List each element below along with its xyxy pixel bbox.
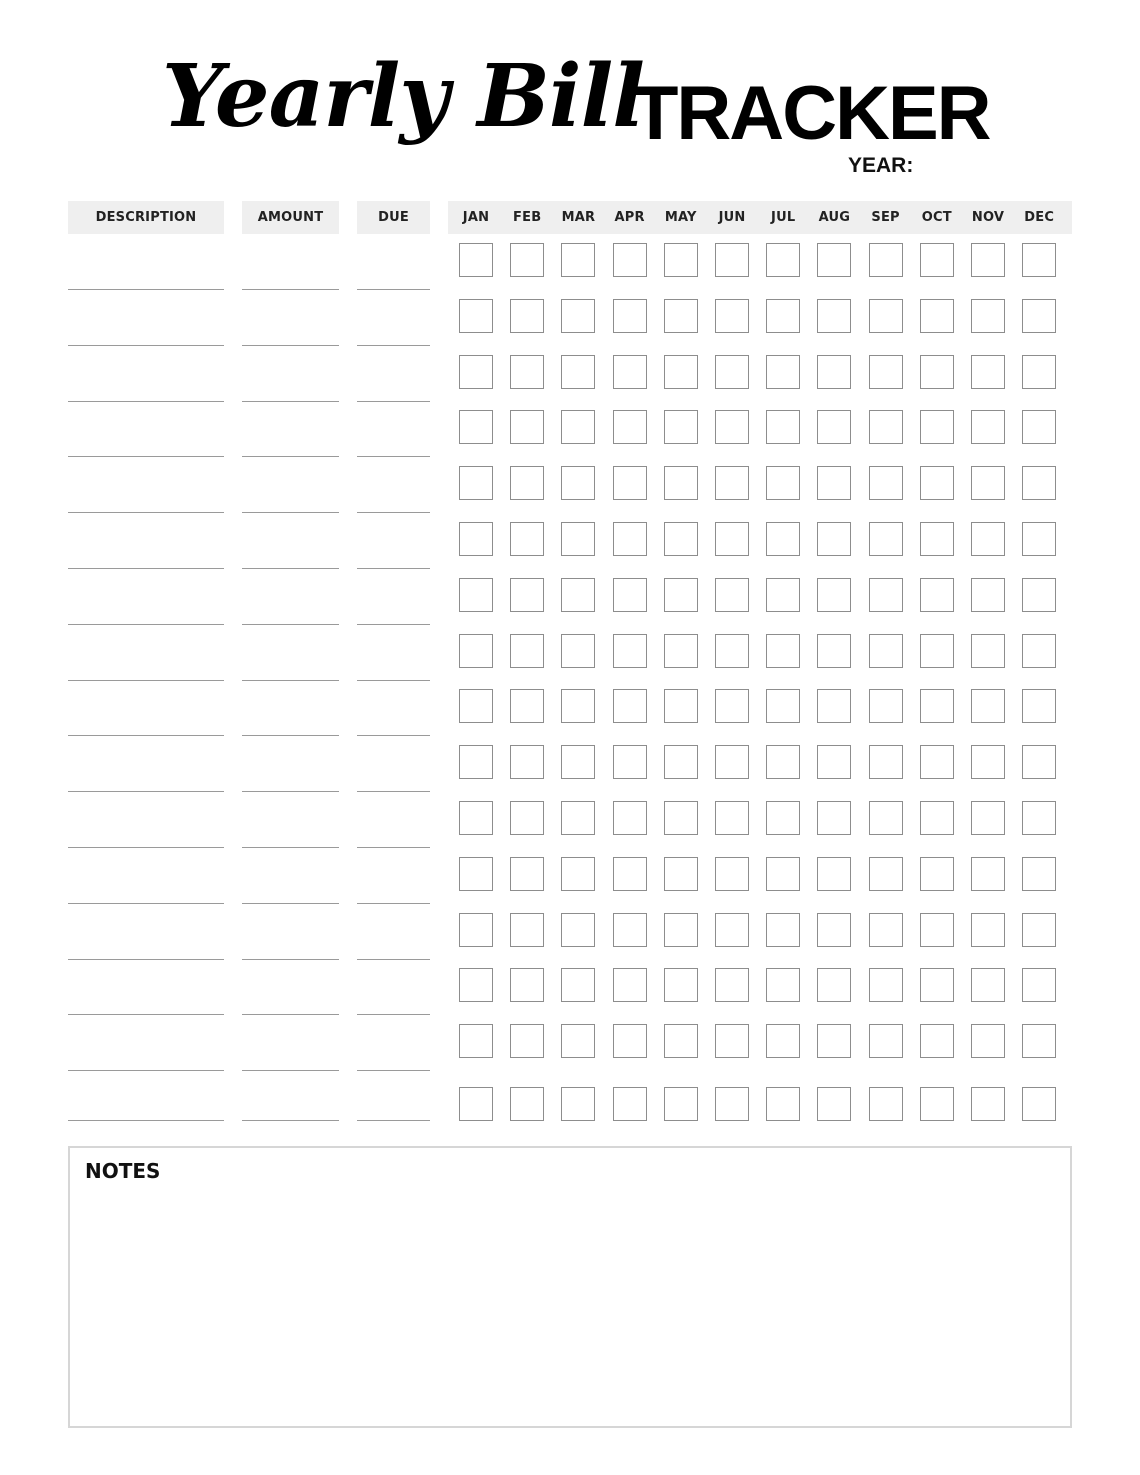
- checkbox-aug[interactable]: [817, 243, 851, 277]
- checkbox-jun[interactable]: [715, 466, 749, 500]
- due-line[interactable]: [357, 791, 430, 792]
- month-header-sep: SEP: [871, 210, 900, 225]
- amount-line[interactable]: [242, 512, 339, 513]
- checkbox-nov[interactable]: [971, 801, 1005, 835]
- checkbox-mar[interactable]: [561, 634, 595, 668]
- checkbox-jan[interactable]: [459, 410, 493, 444]
- description-line[interactable]: [68, 735, 224, 736]
- checkbox-nov[interactable]: [971, 968, 1005, 1002]
- checkbox-jun[interactable]: [715, 1087, 749, 1121]
- checkbox-aug[interactable]: [817, 801, 851, 835]
- checkbox-oct[interactable]: [920, 634, 954, 668]
- checkbox-sep[interactable]: [869, 355, 903, 389]
- checkbox-dec[interactable]: [1022, 522, 1056, 556]
- checkbox-feb[interactable]: [510, 913, 544, 947]
- checkbox-jul[interactable]: [766, 410, 800, 444]
- checkbox-aug[interactable]: [817, 578, 851, 612]
- checkbox-feb[interactable]: [510, 243, 544, 277]
- description-line[interactable]: [68, 568, 224, 569]
- month-header-oct: OCT: [921, 210, 952, 225]
- due-line[interactable]: [357, 903, 430, 904]
- month-header-jun: JUN: [718, 210, 746, 225]
- checkbox-jun[interactable]: [715, 1024, 749, 1058]
- checkbox-mar[interactable]: [561, 299, 595, 333]
- checkbox-may[interactable]: [664, 913, 698, 947]
- checkbox-jun[interactable]: [715, 522, 749, 556]
- amount-line[interactable]: [242, 568, 339, 569]
- amount-line[interactable]: [242, 680, 339, 681]
- checkbox-oct[interactable]: [920, 1087, 954, 1121]
- checkbox-mar[interactable]: [561, 689, 595, 723]
- year-label: YEAR:: [848, 154, 914, 177]
- checkbox-jul[interactable]: [766, 299, 800, 333]
- checkbox-jul[interactable]: [766, 1087, 800, 1121]
- checkbox-aug[interactable]: [817, 299, 851, 333]
- checkbox-jan[interactable]: [459, 243, 493, 277]
- checkbox-sep[interactable]: [869, 410, 903, 444]
- checkbox-apr[interactable]: [613, 913, 647, 947]
- checkbox-oct[interactable]: [920, 913, 954, 947]
- checkbox-jan[interactable]: [459, 466, 493, 500]
- checkbox-feb[interactable]: [510, 634, 544, 668]
- checkbox-aug[interactable]: [817, 1087, 851, 1121]
- checkbox-mar[interactable]: [561, 801, 595, 835]
- checkbox-nov[interactable]: [971, 466, 1005, 500]
- checkbox-apr[interactable]: [613, 522, 647, 556]
- checkbox-feb[interactable]: [510, 299, 544, 333]
- checkbox-sep[interactable]: [869, 689, 903, 723]
- due-line[interactable]: [357, 345, 430, 346]
- amount-line[interactable]: [242, 624, 339, 625]
- amount-line[interactable]: [242, 1014, 339, 1015]
- checkbox-oct[interactable]: [920, 466, 954, 500]
- checkbox-mar[interactable]: [561, 968, 595, 1002]
- checkbox-dec[interactable]: [1022, 243, 1056, 277]
- amount-line[interactable]: [242, 903, 339, 904]
- checkbox-nov[interactable]: [971, 578, 1005, 612]
- checkbox-feb[interactable]: [510, 466, 544, 500]
- checkbox-oct[interactable]: [920, 801, 954, 835]
- description-line[interactable]: [68, 903, 224, 904]
- checkbox-nov[interactable]: [971, 745, 1005, 779]
- checkbox-may[interactable]: [664, 522, 698, 556]
- page-title-script: Yearly Bill: [162, 46, 644, 147]
- checkbox-aug[interactable]: [817, 522, 851, 556]
- description-line[interactable]: [68, 847, 224, 848]
- checkbox-mar[interactable]: [561, 466, 595, 500]
- checkbox-apr[interactable]: [613, 355, 647, 389]
- checkbox-apr[interactable]: [613, 968, 647, 1002]
- checkbox-dec[interactable]: [1022, 968, 1056, 1002]
- checkbox-jul[interactable]: [766, 578, 800, 612]
- checkbox-jul[interactable]: [766, 466, 800, 500]
- checkbox-feb[interactable]: [510, 857, 544, 891]
- checkbox-dec[interactable]: [1022, 801, 1056, 835]
- checkbox-aug[interactable]: [817, 410, 851, 444]
- checkbox-jul[interactable]: [766, 745, 800, 779]
- checkbox-nov[interactable]: [971, 857, 1005, 891]
- checkbox-may[interactable]: [664, 243, 698, 277]
- checkbox-jul[interactable]: [766, 913, 800, 947]
- month-header-apr: APR: [614, 210, 645, 225]
- checkbox-may[interactable]: [664, 578, 698, 612]
- checkbox-jun[interactable]: [715, 578, 749, 612]
- due-line[interactable]: [357, 735, 430, 736]
- checkbox-dec[interactable]: [1022, 1024, 1056, 1058]
- checkbox-feb[interactable]: [510, 1024, 544, 1058]
- amount-line[interactable]: [242, 847, 339, 848]
- header-description: DESCRIPTION: [68, 201, 224, 234]
- checkbox-mar[interactable]: [561, 243, 595, 277]
- checkbox-jul[interactable]: [766, 522, 800, 556]
- due-line[interactable]: [357, 1070, 430, 1071]
- month-header-jan: JAN: [462, 210, 490, 225]
- checkbox-dec[interactable]: [1022, 1087, 1056, 1121]
- checkbox-oct[interactable]: [920, 578, 954, 612]
- checkbox-sep[interactable]: [869, 299, 903, 333]
- checkbox-oct[interactable]: [920, 1024, 954, 1058]
- month-header-dec: DEC: [1024, 210, 1055, 225]
- description-line[interactable]: [68, 401, 224, 402]
- checkbox-may[interactable]: [664, 689, 698, 723]
- description-line[interactable]: [68, 456, 224, 457]
- month-header-may: MAY: [664, 210, 697, 225]
- checkbox-jul[interactable]: [766, 634, 800, 668]
- due-line[interactable]: [357, 289, 430, 290]
- description-line[interactable]: [68, 959, 224, 960]
- checkbox-jul[interactable]: [766, 801, 800, 835]
- checkbox-nov[interactable]: [971, 913, 1005, 947]
- checkbox-apr[interactable]: [613, 578, 647, 612]
- checkbox-aug[interactable]: [817, 689, 851, 723]
- due-line[interactable]: [357, 959, 430, 960]
- checkbox-aug[interactable]: [817, 355, 851, 389]
- checkbox-mar[interactable]: [561, 578, 595, 612]
- checkbox-jul[interactable]: [766, 968, 800, 1002]
- checkbox-nov[interactable]: [971, 1087, 1005, 1121]
- checkbox-may[interactable]: [664, 1024, 698, 1058]
- checkbox-jun[interactable]: [715, 355, 749, 389]
- checkbox-apr[interactable]: [613, 857, 647, 891]
- month-header-mar: MAR: [561, 210, 596, 225]
- checkbox-jun[interactable]: [715, 801, 749, 835]
- month-header-jul: JUL: [771, 210, 796, 225]
- checkbox-sep[interactable]: [869, 857, 903, 891]
- due-line[interactable]: [357, 680, 430, 681]
- checkbox-dec[interactable]: [1022, 466, 1056, 500]
- checkbox-aug[interactable]: [817, 634, 851, 668]
- amount-line[interactable]: [242, 735, 339, 736]
- amount-line[interactable]: [242, 401, 339, 402]
- checkbox-nov[interactable]: [971, 410, 1005, 444]
- checkbox-jan[interactable]: [459, 578, 493, 612]
- checkbox-apr[interactable]: [613, 243, 647, 277]
- checkbox-aug[interactable]: [817, 466, 851, 500]
- checkbox-apr[interactable]: [613, 634, 647, 668]
- checkbox-feb[interactable]: [510, 745, 544, 779]
- checkbox-feb[interactable]: [510, 801, 544, 835]
- checkbox-oct[interactable]: [920, 745, 954, 779]
- checkbox-may[interactable]: [664, 745, 698, 779]
- checkbox-apr[interactable]: [613, 466, 647, 500]
- checkbox-may[interactable]: [664, 1087, 698, 1121]
- description-line[interactable]: [68, 624, 224, 625]
- checkbox-apr[interactable]: [613, 1024, 647, 1058]
- checkbox-oct[interactable]: [920, 410, 954, 444]
- checkbox-mar[interactable]: [561, 410, 595, 444]
- checkbox-jun[interactable]: [715, 410, 749, 444]
- checkbox-oct[interactable]: [920, 968, 954, 1002]
- checkbox-jun[interactable]: [715, 968, 749, 1002]
- description-line[interactable]: [68, 345, 224, 346]
- month-header-feb: FEB: [513, 210, 542, 225]
- checkbox-nov[interactable]: [971, 522, 1005, 556]
- due-line[interactable]: [357, 624, 430, 625]
- checkbox-nov[interactable]: [971, 1024, 1005, 1058]
- checkbox-may[interactable]: [664, 634, 698, 668]
- checkbox-may[interactable]: [664, 466, 698, 500]
- checkbox-may[interactable]: [664, 968, 698, 1002]
- checkbox-apr[interactable]: [613, 801, 647, 835]
- checkbox-feb[interactable]: [510, 355, 544, 389]
- checkbox-sep[interactable]: [869, 634, 903, 668]
- description-line[interactable]: [68, 791, 224, 792]
- checkbox-mar[interactable]: [561, 522, 595, 556]
- due-line[interactable]: [357, 401, 430, 402]
- checkbox-mar[interactable]: [561, 355, 595, 389]
- checkbox-aug[interactable]: [817, 913, 851, 947]
- checkbox-feb[interactable]: [510, 1087, 544, 1121]
- checkbox-jun[interactable]: [715, 299, 749, 333]
- checkbox-jan[interactable]: [459, 801, 493, 835]
- month-header-nov: NOV: [971, 210, 1005, 225]
- notes-box[interactable]: [68, 1146, 1072, 1428]
- checkbox-feb[interactable]: [510, 522, 544, 556]
- checkbox-sep[interactable]: [869, 1087, 903, 1121]
- description-line[interactable]: [68, 680, 224, 681]
- amount-line[interactable]: [242, 345, 339, 346]
- checkbox-jul[interactable]: [766, 355, 800, 389]
- checkbox-jan[interactable]: [459, 689, 493, 723]
- checkbox-nov[interactable]: [971, 243, 1005, 277]
- amount-line[interactable]: [242, 791, 339, 792]
- checkbox-aug[interactable]: [817, 857, 851, 891]
- checkbox-dec[interactable]: [1022, 913, 1056, 947]
- header-due: DUE: [357, 201, 430, 234]
- checkbox-jan[interactable]: [459, 857, 493, 891]
- checkbox-nov[interactable]: [971, 299, 1005, 333]
- description-line[interactable]: [68, 1014, 224, 1015]
- checkbox-mar[interactable]: [561, 913, 595, 947]
- checkbox-apr[interactable]: [613, 1087, 647, 1121]
- checkbox-aug[interactable]: [817, 745, 851, 779]
- checkbox-jul[interactable]: [766, 243, 800, 277]
- checkbox-sep[interactable]: [869, 522, 903, 556]
- checkbox-jul[interactable]: [766, 1024, 800, 1058]
- checkbox-dec[interactable]: [1022, 355, 1056, 389]
- checkbox-jul[interactable]: [766, 689, 800, 723]
- checkbox-apr[interactable]: [613, 299, 647, 333]
- notes-label: NOTES: [85, 1159, 161, 1183]
- checkbox-jul[interactable]: [766, 857, 800, 891]
- checkbox-may[interactable]: [664, 355, 698, 389]
- checkbox-jan[interactable]: [459, 522, 493, 556]
- page-title-bold: TRACKER: [632, 71, 990, 156]
- amount-line[interactable]: [242, 1120, 339, 1121]
- due-line[interactable]: [357, 1120, 430, 1121]
- checkbox-jan[interactable]: [459, 299, 493, 333]
- checkbox-sep[interactable]: [869, 1024, 903, 1058]
- checkbox-may[interactable]: [664, 410, 698, 444]
- due-line[interactable]: [357, 512, 430, 513]
- due-line[interactable]: [357, 568, 430, 569]
- description-line[interactable]: [68, 1070, 224, 1071]
- checkbox-jun[interactable]: [715, 913, 749, 947]
- amount-line[interactable]: [242, 959, 339, 960]
- due-line[interactable]: [357, 847, 430, 848]
- due-line[interactable]: [357, 456, 430, 457]
- checkbox-mar[interactable]: [561, 857, 595, 891]
- checkbox-dec[interactable]: [1022, 634, 1056, 668]
- checkbox-jan[interactable]: [459, 1024, 493, 1058]
- checkbox-jan[interactable]: [459, 1087, 493, 1121]
- checkbox-mar[interactable]: [561, 1087, 595, 1121]
- checkbox-dec[interactable]: [1022, 410, 1056, 444]
- checkbox-jun[interactable]: [715, 243, 749, 277]
- checkbox-oct[interactable]: [920, 689, 954, 723]
- checkbox-jan[interactable]: [459, 745, 493, 779]
- checkbox-aug[interactable]: [817, 1024, 851, 1058]
- checkbox-dec[interactable]: [1022, 299, 1056, 333]
- checkbox-jun[interactable]: [715, 689, 749, 723]
- checkbox-may[interactable]: [664, 801, 698, 835]
- checkbox-sep[interactable]: [869, 243, 903, 277]
- checkbox-nov[interactable]: [971, 355, 1005, 389]
- header-amount: AMOUNT: [242, 201, 339, 234]
- description-line[interactable]: [68, 289, 224, 290]
- checkbox-apr[interactable]: [613, 689, 647, 723]
- checkbox-sep[interactable]: [869, 578, 903, 612]
- checkbox-jan[interactable]: [459, 634, 493, 668]
- amount-line[interactable]: [242, 1070, 339, 1071]
- checkbox-oct[interactable]: [920, 522, 954, 556]
- checkbox-sep[interactable]: [869, 801, 903, 835]
- checkbox-dec[interactable]: [1022, 689, 1056, 723]
- description-line[interactable]: [68, 1120, 224, 1121]
- checkbox-mar[interactable]: [561, 745, 595, 779]
- amount-line[interactable]: [242, 456, 339, 457]
- checkbox-feb[interactable]: [510, 689, 544, 723]
- checkbox-jun[interactable]: [715, 634, 749, 668]
- checkbox-feb[interactable]: [510, 410, 544, 444]
- checkbox-oct[interactable]: [920, 299, 954, 333]
- checkbox-dec[interactable]: [1022, 745, 1056, 779]
- checkbox-nov[interactable]: [971, 689, 1005, 723]
- checkbox-dec[interactable]: [1022, 578, 1056, 612]
- checkbox-feb[interactable]: [510, 968, 544, 1002]
- checkbox-may[interactable]: [664, 299, 698, 333]
- checkbox-jun[interactable]: [715, 745, 749, 779]
- checkbox-may[interactable]: [664, 857, 698, 891]
- checkbox-mar[interactable]: [561, 1024, 595, 1058]
- description-line[interactable]: [68, 512, 224, 513]
- checkbox-feb[interactable]: [510, 578, 544, 612]
- checkbox-jun[interactable]: [715, 857, 749, 891]
- checkbox-apr[interactable]: [613, 410, 647, 444]
- checkbox-oct[interactable]: [920, 857, 954, 891]
- checkbox-aug[interactable]: [817, 968, 851, 1002]
- checkbox-sep[interactable]: [869, 745, 903, 779]
- amount-line[interactable]: [242, 289, 339, 290]
- checkbox-sep[interactable]: [869, 466, 903, 500]
- checkbox-nov[interactable]: [971, 634, 1005, 668]
- checkbox-jan[interactable]: [459, 913, 493, 947]
- checkbox-oct[interactable]: [920, 355, 954, 389]
- checkbox-dec[interactable]: [1022, 857, 1056, 891]
- checkbox-oct[interactable]: [920, 243, 954, 277]
- header-months: [448, 201, 1072, 234]
- checkbox-jan[interactable]: [459, 355, 493, 389]
- checkbox-sep[interactable]: [869, 968, 903, 1002]
- checkbox-jan[interactable]: [459, 968, 493, 1002]
- month-header-aug: AUG: [818, 210, 851, 225]
- checkbox-sep[interactable]: [869, 913, 903, 947]
- due-line[interactable]: [357, 1014, 430, 1015]
- checkbox-apr[interactable]: [613, 745, 647, 779]
